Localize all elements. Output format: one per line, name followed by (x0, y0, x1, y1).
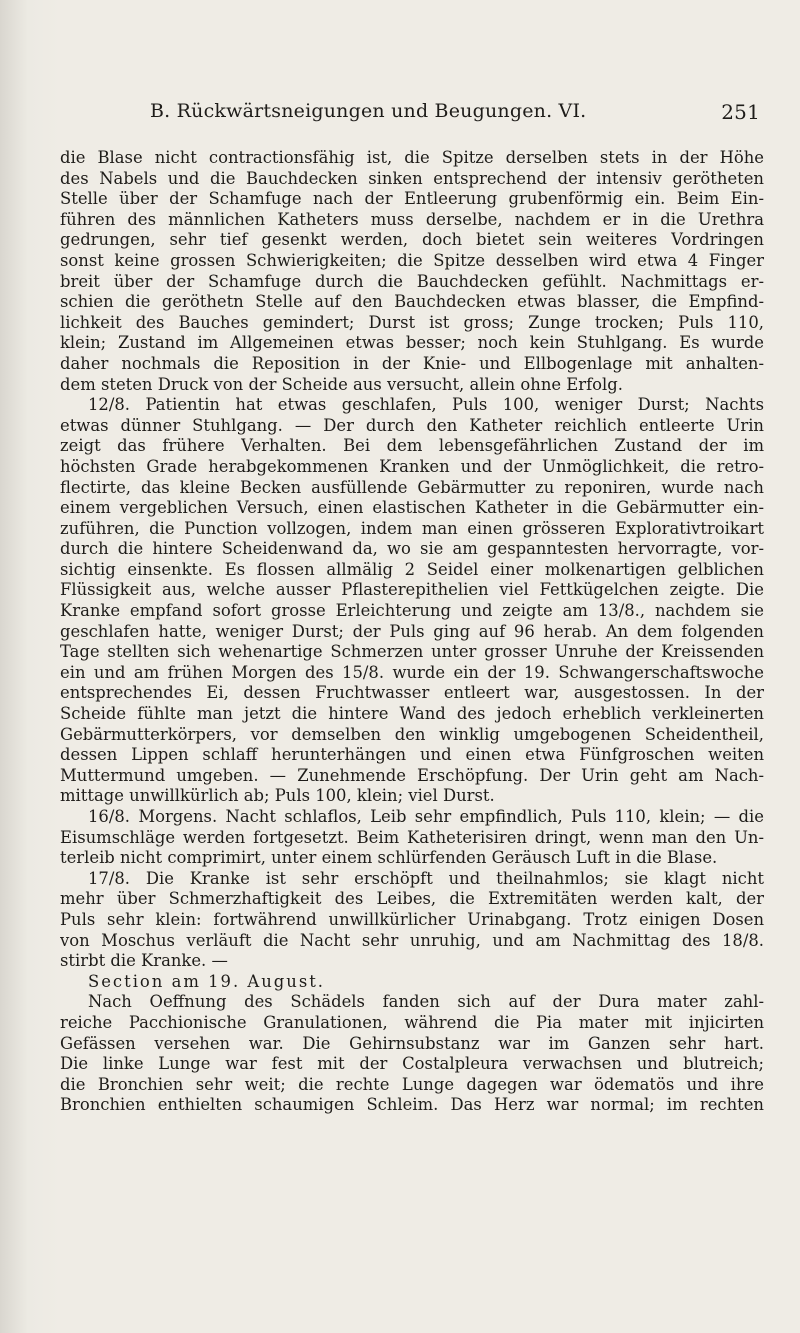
text-line: Gefässen versehen war. Die Gehirnsubstanz war im Ganzen sehr hart. (60, 1033, 764, 1053)
text-line: klein; Zustand im Allgemeinen etwas besser; noch kein Stuhlgang. Es wurde (60, 333, 764, 353)
text-line: terleib nicht comprimirt, unter einem schlürfenden Geräusch Luft in die Blase. (60, 848, 718, 868)
text-line: entsprechendes Ei, dessen Fruchtwasser entleert war, ausgestossen. In der (60, 683, 764, 703)
text-line: stirbt die Kranke. — (60, 951, 228, 971)
text-line: gedrungen, sehr tief gesenkt werden, doch bietet sein weiteres Vordringen (60, 230, 764, 250)
text-line: von Moschus verläuft die Nacht sehr unruhig, und am Nachmittag des 18/8. (60, 930, 764, 950)
text-line: mittage unwillkürlich ab; Puls 100, klein; viel Durst. (60, 786, 495, 806)
text-line: dessen Lippen schlaff herunterhängen und einen etwa Fünfgroschen weiten (60, 745, 764, 765)
text-line: daher nochmals die Reposition in der Knie- und Ellbogenlage mit anhalten- (60, 353, 764, 373)
text-line: 12/8. Patientin hat etwas geschlafen, Puls 100, weniger Durst; Nachts (88, 395, 764, 415)
text-line: durch die hintere Scheidenwand da, wo sie am gespanntesten hervorragte, vor- (60, 539, 764, 559)
text-line: schien die geröthetn Stelle auf den Bauchdecken etwas blasser, die Empfind- (60, 292, 764, 312)
text-line: Scheide fühlte man jetzt die hintere Wand des jedoch erheblich verkleinerten (60, 704, 764, 724)
text-line: Flüssigkeit aus, welche ausser Pflasterepithelien viel Fettkügelchen zeigte. Die (60, 580, 764, 600)
text-line: Muttermund umgeben. — Zunehmende Erschöpfung. Der Urin geht am Nach- (60, 765, 764, 785)
text-line: dem steten Druck von der Scheide aus versucht, allein ohne Erfolg. (60, 374, 623, 394)
text-line: 17/8. Die Kranke ist sehr erschöpft und theilnahmlos; sie klagt nicht (88, 868, 764, 888)
text-line: mehr über Schmerzhaftigkeit des Leibes, die Extremitäten werden kalt, der (60, 889, 764, 909)
text-line: Nach Oeffnung des Schädels fanden sich auf der Dura mater zahl- (88, 992, 764, 1012)
text-line: des Nabels und die Bauchdecken sinken entsprechend der intensiv gerötheten (60, 168, 764, 188)
text-line: reiche Pacchionische Granulationen, während die Pia mater mit injicirten (60, 1012, 764, 1032)
text-line: Puls sehr klein: fortwährend unwillkürlicher Urinabgang. Trotz einigen Dosen (60, 909, 764, 929)
body-text (60, 148, 764, 1116)
text-line: breit über der Schamfuge durch die Bauchdecken gefühlt. Nachmittags er- (60, 271, 764, 291)
text-line: Eisumschläge werden fortgesetzt. Beim Katheterisiren dringt, wenn man den Un- (60, 827, 764, 847)
text-line: Kranke empfand sofort grosse Erleichterung und zeigte am 13/8., nachdem sie (60, 601, 764, 621)
section-heading: Section am 19. August. (88, 971, 326, 991)
text-line: Tage stellten sich wehenartige Schmerzen unter grosser Unruhe der Kreissenden (60, 642, 764, 662)
text-line: lichkeit des Bauches gemindert; Durst ist gross; Zunge trocken; Puls 110, (60, 312, 764, 332)
text-line: zeigt das frühere Verhalten. Bei dem lebensgefährlichen Zustand der im (60, 436, 764, 456)
text-line: die Blase nicht contractionsfähig ist, die Spitze derselben stets in der Höhe (60, 148, 764, 167)
page-number: 251 (721, 100, 760, 124)
text-line: flectirte, das kleine Becken ausfüllende Gebärmutter zu reponiren, wurde nach (60, 477, 764, 497)
text-line: ein und am frühen Morgen des 15/8. wurde ein der 19. Schwangerschaftswoche (60, 662, 764, 682)
text-line: Bronchien enthielten schaumigen Schleim. Das Herz war normal; im rechten (60, 1095, 764, 1115)
text-line: 16/8. Morgens. Nacht schlaflos, Leib sehr empfindlich, Puls 110, klein; — die (88, 807, 764, 826)
text-line: führen des männlichen Katheters muss derselbe, nachdem er in die Urethra (60, 209, 764, 229)
text-line: höchsten Grade herabgekommenen Kranken und der Unmöglichkeit, die retro- (60, 456, 764, 476)
text-line: etwas dünner Stuhlgang. — Der durch den Katheter reichlich entleerte Urin (60, 415, 764, 435)
running-head: B. Rückwärtsneigungen und Beugungen. VI. (150, 100, 587, 122)
text-line: Stelle über der Schamfuge nach der Entleerung grubenförmig ein. Beim Ein- (60, 189, 764, 209)
text-line: einem vergeblichen Versuch, einen elastischen Katheter in die Gebärmutter ein- (60, 498, 764, 518)
text-line: die Bronchien sehr weit; die rechte Lunge dagegen war ödematös und ihre (60, 1074, 764, 1094)
text-line: geschlafen hatte, weniger Durst; der Puls ging auf 96 herab. An dem folgenden (60, 621, 764, 641)
text-line: Die linke Lunge war fest mit der Costalpleura verwachsen und blutreich; (60, 1054, 764, 1074)
text-line: sonst keine grossen Schwierigkeiten; die Spitze desselben wird etwa 4 Finger (60, 250, 764, 270)
text-line: zuführen, die Punction vollzogen, indem man einen grösseren Explorativtroikart (60, 518, 764, 538)
text-line: Gebärmutterkörpers, vor demselben den winklig umgebogenen Scheidentheil, (60, 724, 764, 744)
text-line: sichtig einsenkte. Es flossen allmälig 2 Seidel einer molkenartigen gelblichen (60, 559, 764, 579)
page-header (60, 100, 760, 130)
